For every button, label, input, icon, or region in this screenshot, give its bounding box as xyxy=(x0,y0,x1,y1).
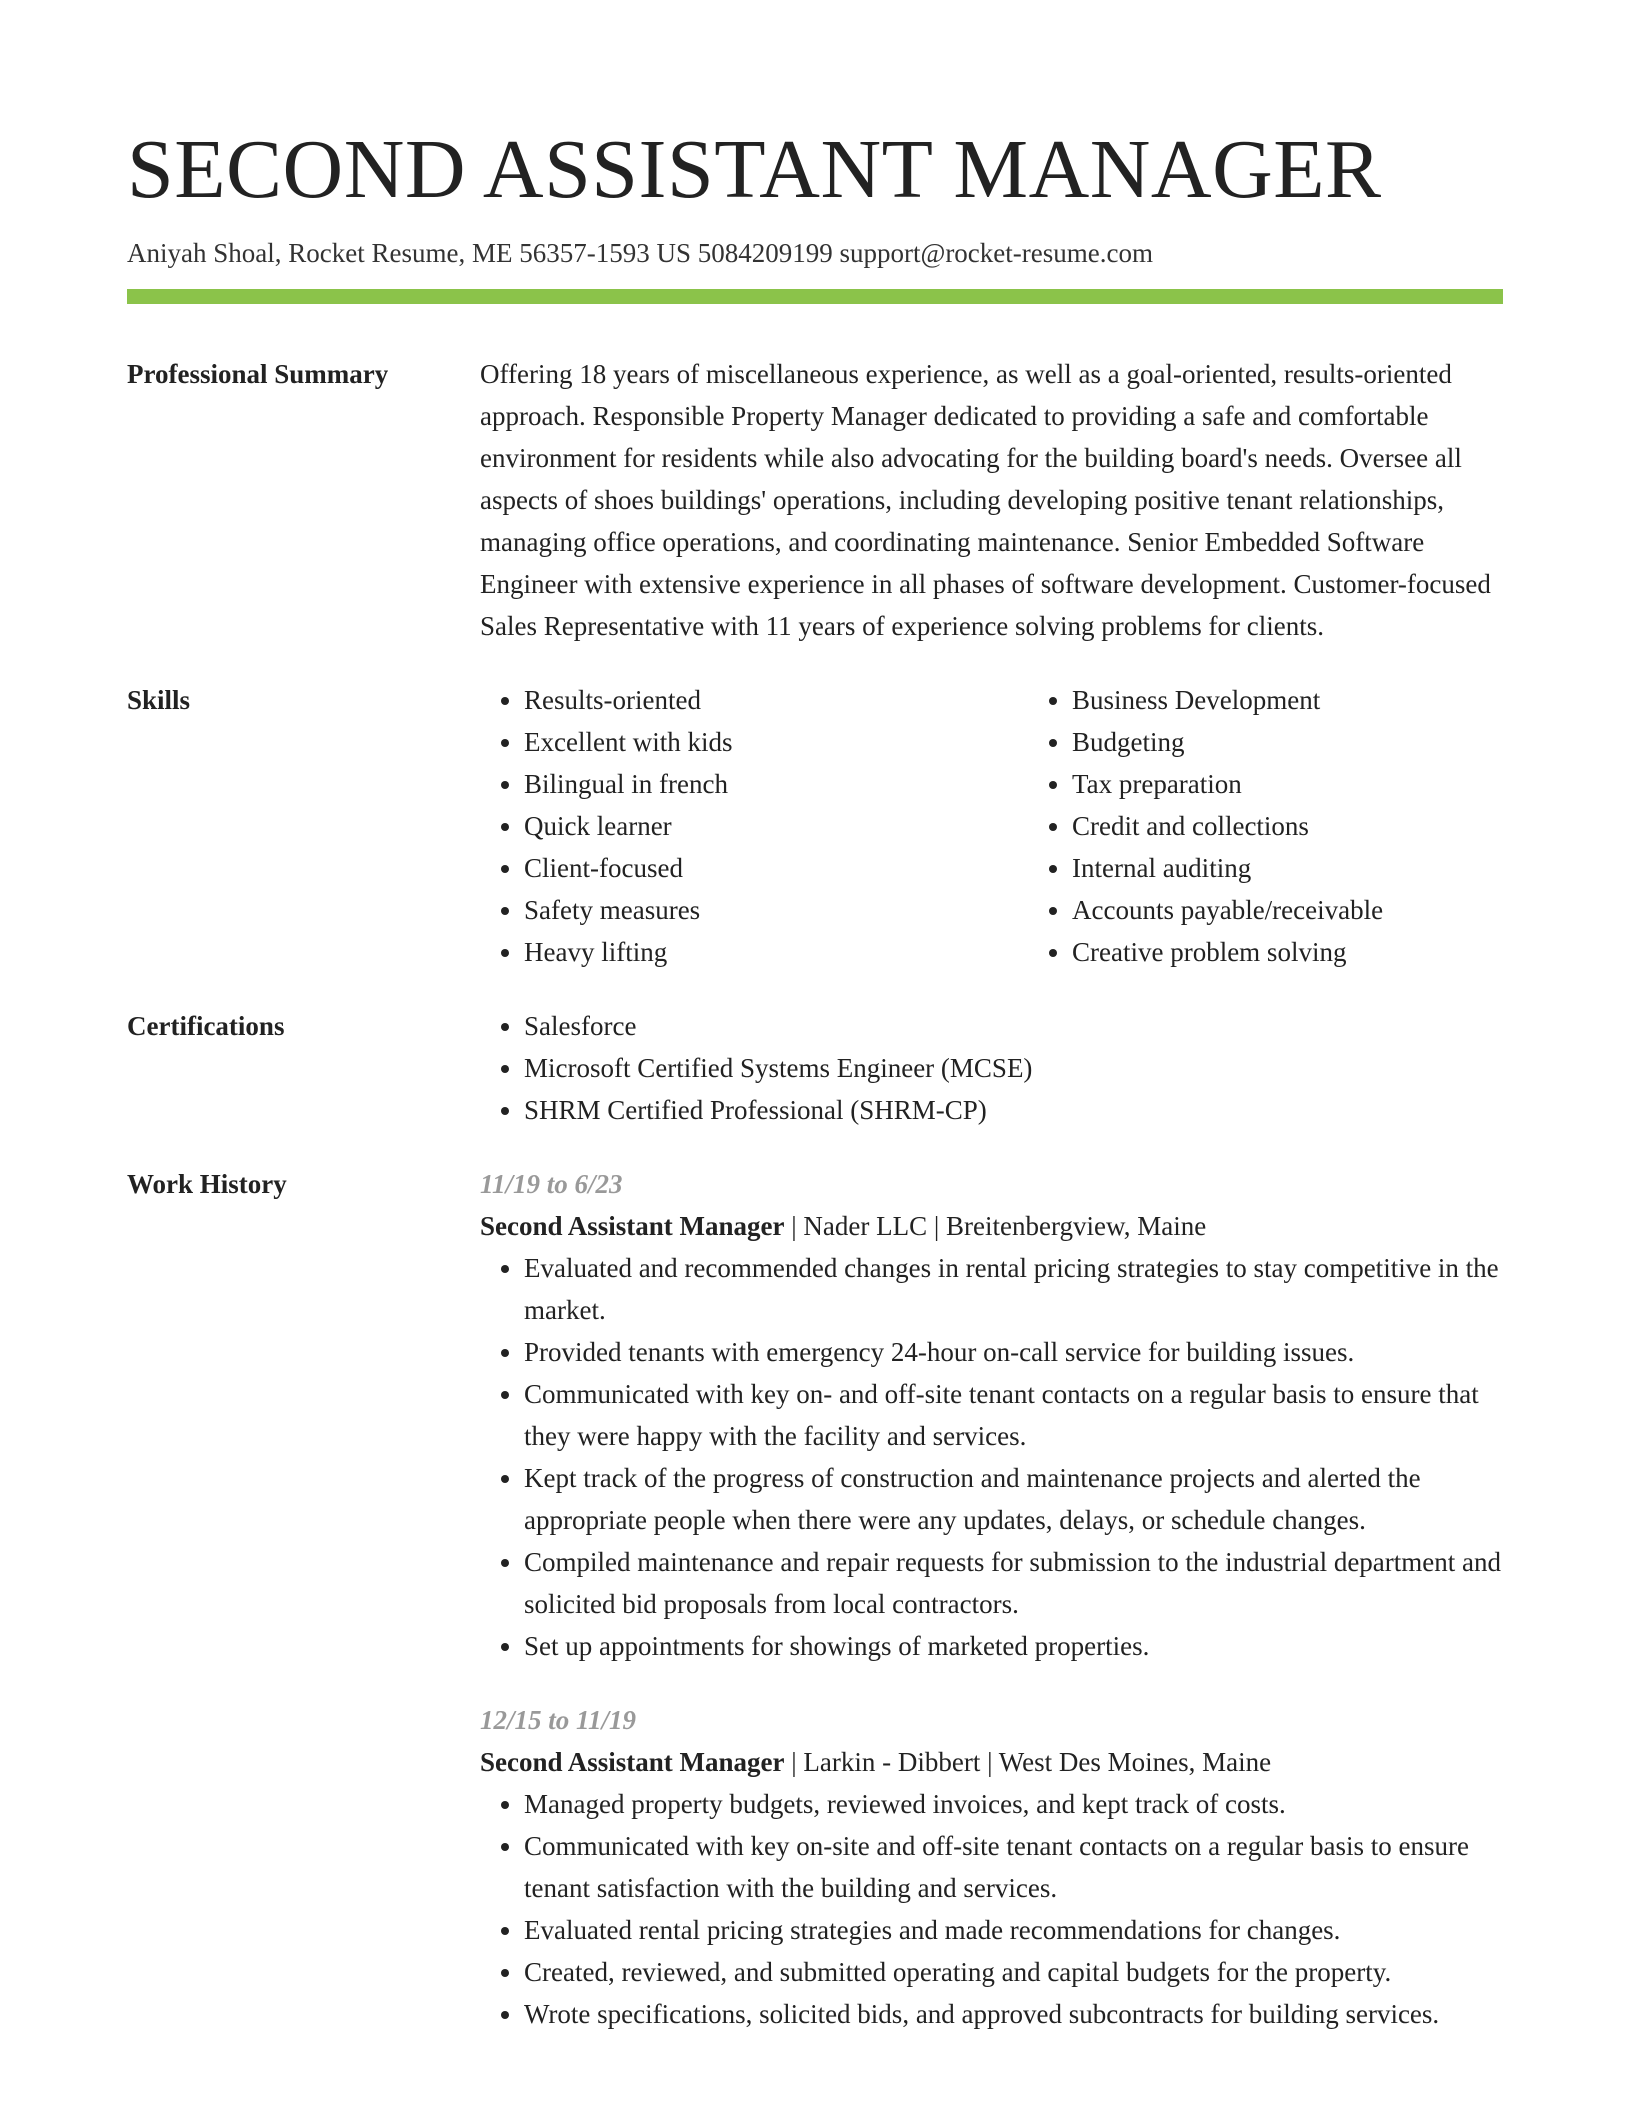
skill-item: • Credit and collections xyxy=(1072,805,1503,847)
job-title: Second Assistant Manager xyxy=(480,1211,785,1241)
certifications-heading: Certifications xyxy=(127,1011,285,1041)
job-entry xyxy=(480,1699,1503,2035)
skill-item: • Bilingual in french xyxy=(524,763,1028,805)
job-duty: • Evaluated and recommended changes in rental pricing strategies to stay competitive in the market. xyxy=(524,1247,1503,1331)
job-duty: • Wrote specifications, solicited bids, and approved subcontracts for building services. xyxy=(524,1993,1503,2035)
work-history-section xyxy=(127,1163,1503,2035)
skills-heading: Skills xyxy=(127,685,191,715)
work-history-body xyxy=(480,1163,1503,2035)
job-duty: • Set up appointments for showings of marketed properties. xyxy=(524,1625,1503,1667)
skill-item: • Safety measures xyxy=(524,889,1028,931)
summary-section xyxy=(127,353,1503,647)
skill-item: • Accounts payable/receivable xyxy=(1072,889,1503,931)
job-duty: • Kept track of the progress of construction and maintenance projects and alerted the appropriate people when there were any updates, delays, or schedule changes. xyxy=(524,1457,1503,1541)
skill-item: • Results-oriented xyxy=(524,679,1028,721)
skill-item: • Creative problem solving xyxy=(1072,931,1503,973)
job-title: Second Assistant Manager xyxy=(480,1747,785,1777)
skills-list-right xyxy=(1028,679,1503,973)
skill-item: • Heavy lifting xyxy=(524,931,1028,973)
job-duties-list xyxy=(480,1783,1503,2035)
job-header xyxy=(480,1741,1503,1783)
job-duties-list xyxy=(480,1247,1503,1667)
job-duty: • Evaluated rental pricing strategies and made recommendations for changes. xyxy=(524,1909,1503,1951)
skills-list-left xyxy=(480,679,1028,973)
job-duty: • Created, reviewed, and submitted operating and capital budgets for the property. xyxy=(524,1951,1503,1993)
certification-item: • Microsoft Certified Systems Engineer (MCSE) xyxy=(524,1047,1503,1089)
skills-section xyxy=(127,679,1503,973)
skill-item: • Internal auditing xyxy=(1072,847,1503,889)
skill-item: • Budgeting xyxy=(1072,721,1503,763)
accent-divider xyxy=(127,289,1503,304)
skill-item: • Excellent with kids xyxy=(524,721,1028,763)
job-duty: • Compiled maintenance and repair requests for submission to the industrial department and solicited bid proposals from local contractors. xyxy=(524,1541,1503,1625)
certification-item: • SHRM Certified Professional (SHRM-CP) xyxy=(524,1089,1503,1131)
certifications-body xyxy=(480,1005,1503,1131)
job-company-location: | Nader LLC | Breitenbergview, Maine xyxy=(784,1211,1207,1241)
job-dates: 11/19 to 6/23 xyxy=(480,1169,623,1199)
job-duty: • Communicated with key on-site and off-site tenant contacts on a regular basis to ensure tenant satisfaction with the building and services. xyxy=(524,1825,1503,1909)
summary-text: Offering 18 years of miscellaneous experience, as well as a goal-oriented, results-oriented approach. Responsible Property Manager dedicated to providing a safe and comfortable environment for residents while also advocating for the building board's needs. Oversee all aspects of shoes buildings' operations, including developing positive tenant relationships, managing office operations, and coordinating maintenance. Senior Embedded Software Engineer with extensive experience in all phases of software development. Customer-focused Sales Representative with 11 years of experience solving problems for clients. xyxy=(480,359,1491,641)
work-history-heading: Work History xyxy=(127,1169,287,1199)
job-duty: • Managed property budgets, reviewed invoices, and kept track of costs. xyxy=(524,1783,1503,1825)
job-company-location: | Larkin - Dibbert | West Des Moines, Maine xyxy=(784,1747,1272,1777)
job-duty: • Provided tenants with emergency 24-hour on-call service for building issues. xyxy=(524,1331,1503,1373)
certifications-list xyxy=(480,1005,1503,1131)
job-entry xyxy=(480,1163,1503,1667)
skill-item: • Tax preparation xyxy=(1072,763,1503,805)
certifications-section xyxy=(127,1005,1503,1131)
skill-item: • Business Development xyxy=(1072,679,1503,721)
job-dates: 12/15 to 11/19 xyxy=(480,1705,637,1735)
certification-item: • Salesforce xyxy=(524,1005,1503,1047)
skill-item: • Quick learner xyxy=(524,805,1028,847)
resume-title: SECOND ASSISTANT MANAGER xyxy=(127,123,1382,216)
resume-page xyxy=(127,115,1503,2035)
contact-line: Aniyah Shoal, Rocket Resume, ME 56357-1593 US 5084209199 support@rocket-resume.com xyxy=(127,238,1153,268)
skills-columns xyxy=(480,679,1503,973)
job-duty: • Communicated with key on- and off-site tenant contacts on a regular basis to ensure that they were happy with the facility and services. xyxy=(524,1373,1503,1457)
skill-item: • Client-focused xyxy=(524,847,1028,889)
job-header xyxy=(480,1205,1503,1247)
summary-heading: Professional Summary xyxy=(127,359,389,389)
